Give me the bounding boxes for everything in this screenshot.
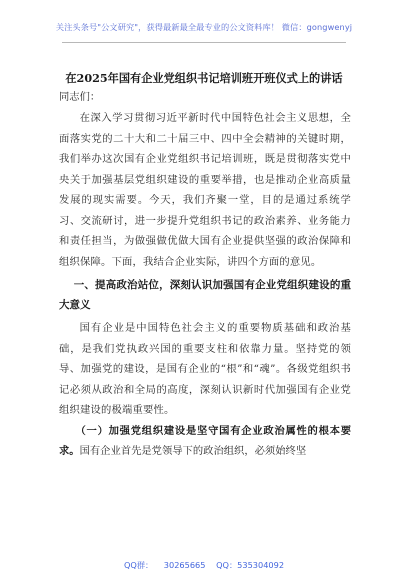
header-divider bbox=[62, 42, 346, 43]
footer-qq-group: QQ群： 30265665 bbox=[123, 560, 206, 570]
section-1-paragraph: 国有企业是中国特色社会主义的重要物质基础和政治基础，是我们党执政兴国的重要支柱和依靠力量。坚持党的领导、加强党的建设，是国有企业的“根”和“魂”。各级党组织书记必须从政治和全局的高度，深刻认识新时代加强国有企业党组织建设的极端重要性。 bbox=[59, 322, 351, 416]
document-body bbox=[59, 89, 351, 462]
footer-qq: QQ：535304092 bbox=[216, 560, 285, 570]
document-title: 在2025年国有企业党组织书记培训班开班仪式上的讲话 bbox=[65, 71, 343, 85]
subsection-1-text: 国有企业首先是党领导下的政治组织，必须始终坚 bbox=[79, 445, 307, 457]
section-heading-1: 一、提高政治站位，深刻认识加强国有企业党组织建设的重大意义 bbox=[59, 279, 351, 311]
header-promo-note: 关注头条号"公文研究"，获得最新最全最专业的公文资料库！ 微信：gongwenyj bbox=[55, 22, 353, 32]
intro-paragraph: 在深入学习贯彻习近平新时代中国特色社会主义思想，全面落实党的二十大和二十届三中、四中全会精神的关键时期，我们举办这次国有企业党组织书记培训班，既是贯彻落实党中央关于加强基层党组织建设的重要举措，也是推动企业高质量发展的现实需要。今天，我们齐聚一堂，目的是通过系统学习、交流研讨，进一步提升党组织书记的政治素养、业务能力和责任担当，为做强做优做大国有企业提供坚强的政治保障和组织保障。下面，我结合企业实际，讲四个方面的意见。 bbox=[59, 112, 351, 268]
subsection-heading-1: （一）加强党组织建设是坚守国有企业政治属性的根本要求。 bbox=[59, 424, 351, 457]
footer-contact bbox=[0, 560, 408, 571]
salutation: 同志们： bbox=[59, 91, 101, 103]
subsection-paragraph bbox=[59, 421, 351, 462]
